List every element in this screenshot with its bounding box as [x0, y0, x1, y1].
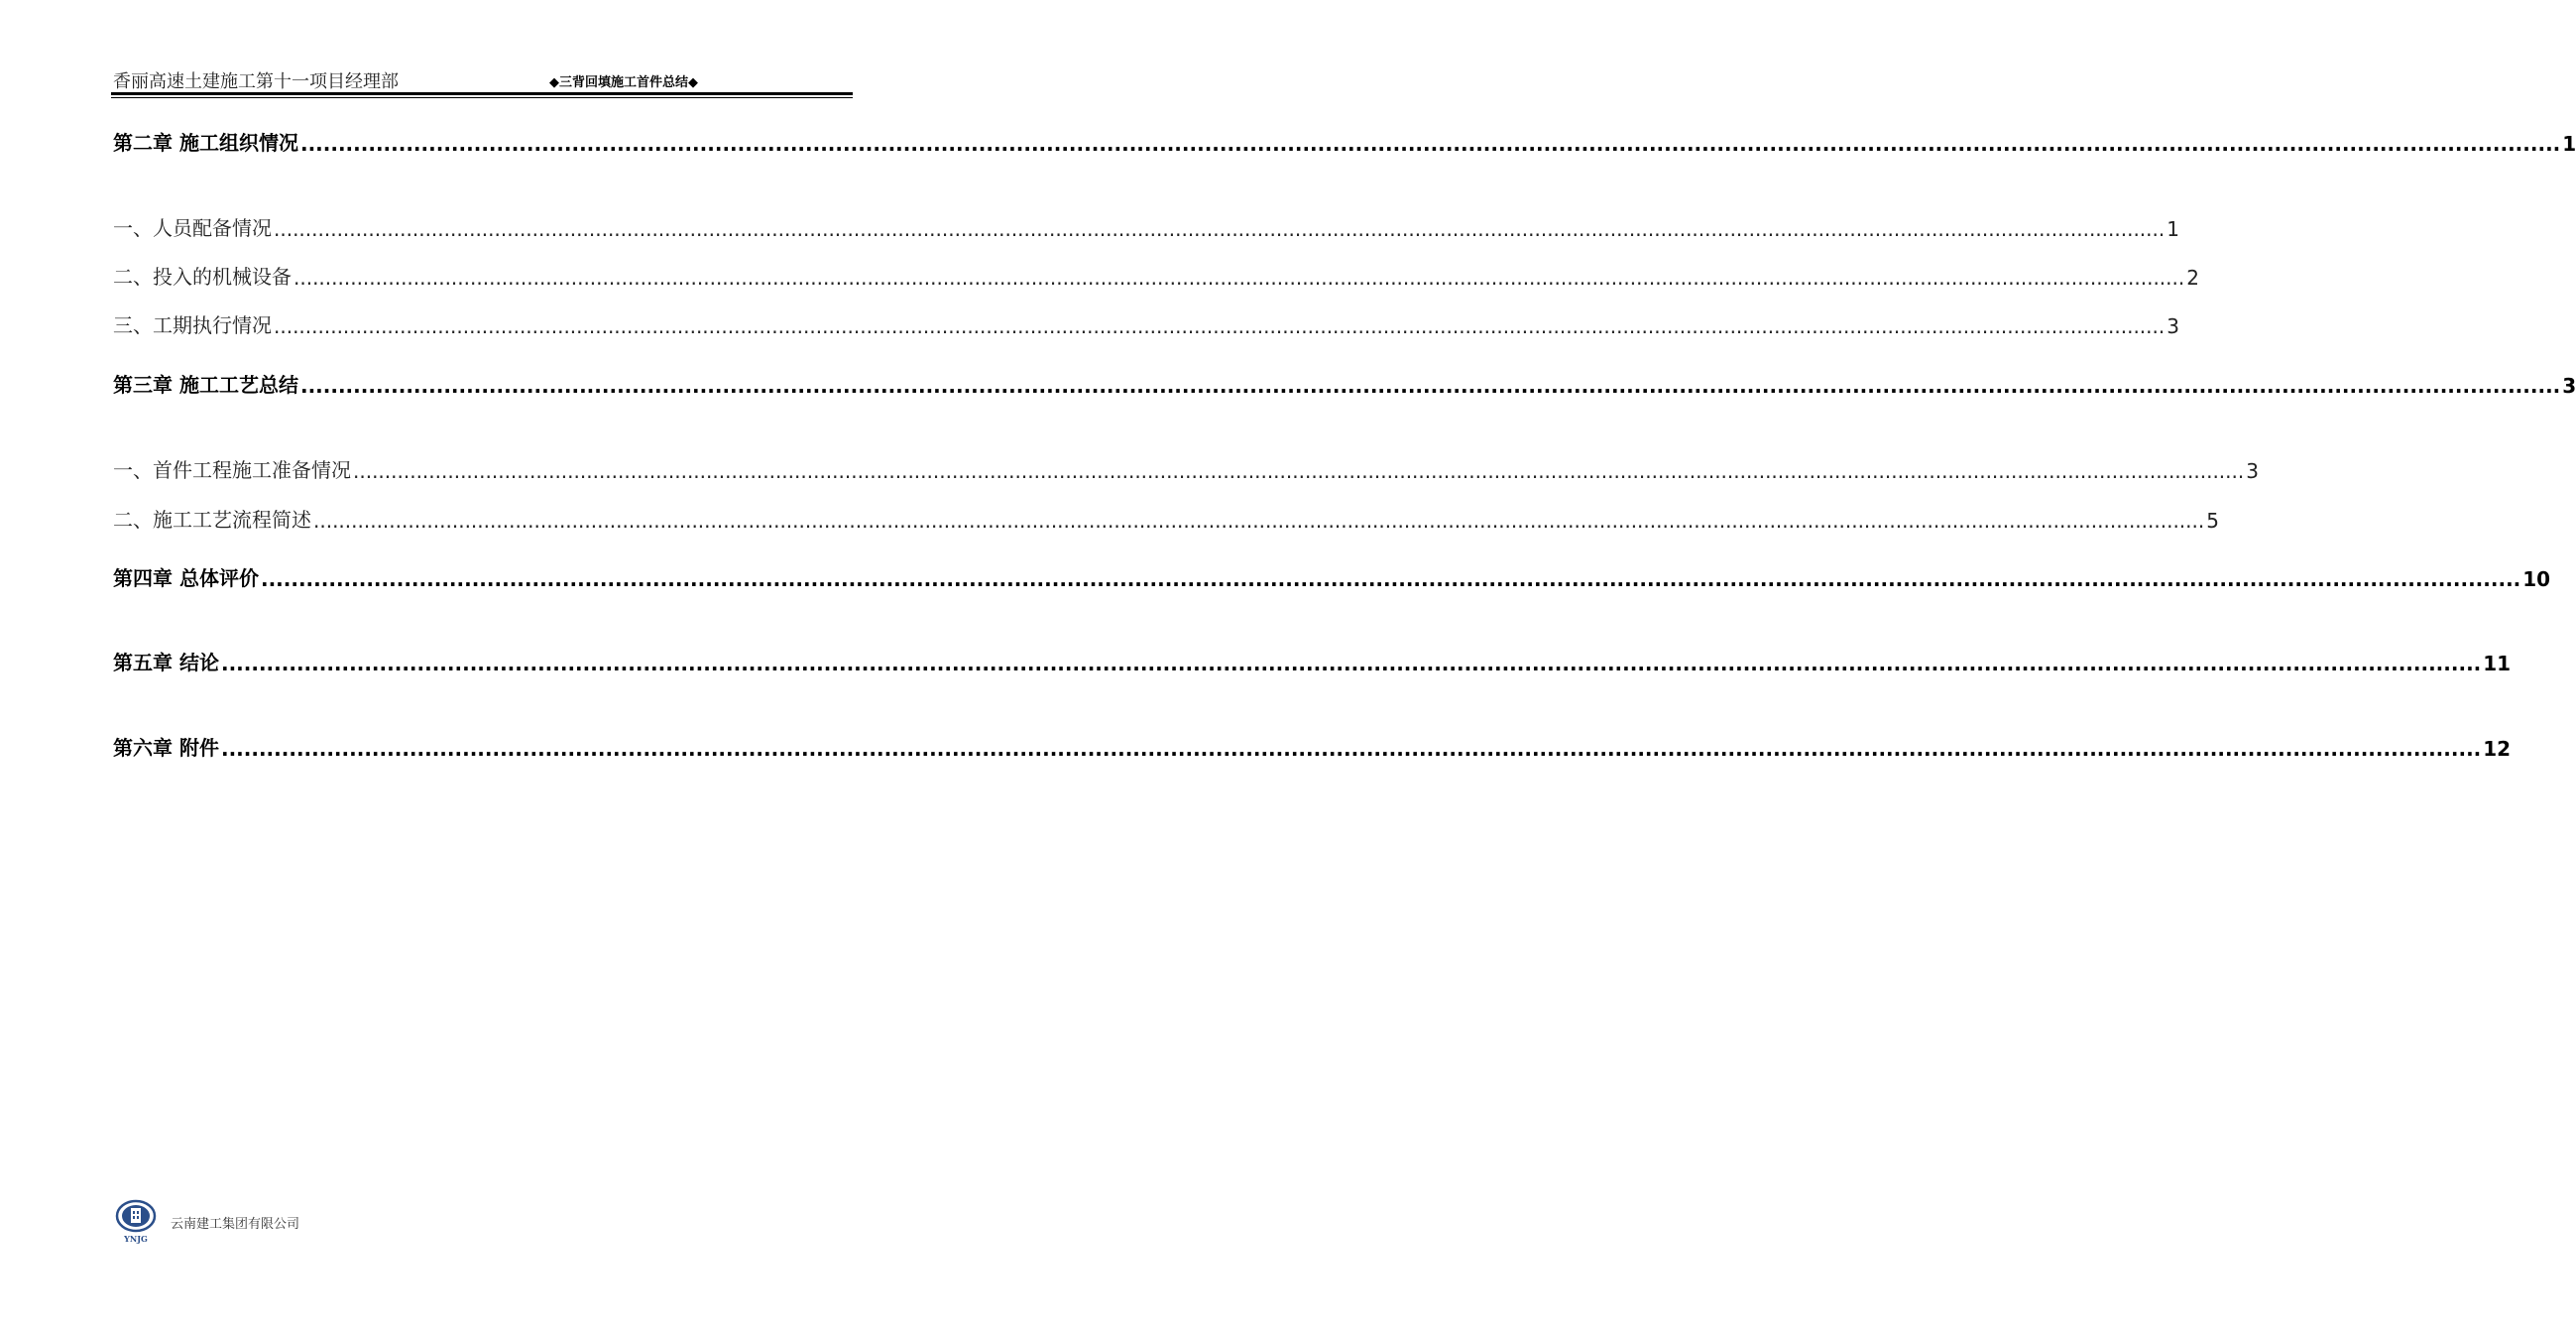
toc-page-number: 3: [2246, 459, 2259, 483]
toc-leader: ............................................................................................................................................................................................................................................................................................................: [299, 132, 2561, 156]
toc-entry[interactable]: [113, 731, 2512, 761]
toc-page-number: 1: [2562, 132, 2576, 156]
toc-entry[interactable]: [113, 211, 2179, 241]
header-rule-thin: [111, 97, 853, 98]
toc-label: 一、首件工程施工准备情况: [113, 458, 351, 482]
toc-leader: ............................................................................................................................................................................................................................................................................................................: [274, 217, 2166, 241]
toc-label: 二、施工工艺流程简述: [113, 508, 311, 532]
toc-entry[interactable]: [113, 561, 2551, 591]
toc-page-number: 1: [2166, 217, 2179, 241]
toc-label: 二、投入的机械设备: [113, 265, 292, 289]
company-logo-icon: [113, 1199, 159, 1245]
toc-label: 第六章 附件: [113, 736, 219, 760]
toc-leader: ............................................................................................................................................................................................................................................................................................................: [220, 652, 2482, 675]
toc-page-number: 2: [2186, 266, 2199, 290]
toc-label: 第三章 施工工艺总结: [113, 373, 298, 397]
toc-entry[interactable]: [113, 260, 2199, 290]
toc-label: 一、人员配备情况: [113, 216, 272, 240]
header-right-title: ◆三背回填施工首件总结◆: [549, 75, 698, 90]
toc-label: 第二章 施工组织情况: [113, 131, 298, 155]
toc-leader: ............................................................................................................................................................................................................................................................................................................: [299, 374, 2561, 398]
toc-entry[interactable]: [113, 646, 2512, 675]
toc-page-number: 3: [2166, 314, 2179, 338]
toc-label: 第四章 总体评价: [113, 566, 259, 590]
toc-page-number: 5: [2206, 509, 2219, 533]
toc-leader: ............................................................................................................................................................................................................................................................................................................: [260, 567, 2521, 591]
toc-entry[interactable]: [113, 308, 2179, 338]
toc-page-number: 10: [2522, 567, 2551, 591]
toc-leader: ............................................................................................................................................................................................................................................................................................................: [220, 737, 2482, 761]
toc-entry[interactable]: [113, 453, 2259, 483]
header-rule-thick: [111, 92, 853, 95]
toc-entry[interactable]: [113, 503, 2219, 533]
toc-label: 第五章 结论: [113, 651, 219, 674]
toc-leader: ............................................................................................................................................................................................................................................................................................................: [353, 459, 2245, 483]
toc-entry[interactable]: [113, 126, 2576, 156]
logo-text: YNJG: [124, 1234, 148, 1244]
toc-entry[interactable]: [113, 368, 2576, 398]
toc-leader: ............................................................................................................................................................................................................................................................................................................: [274, 314, 2166, 338]
toc-page-number: 12: [2483, 737, 2512, 761]
toc-page-number: 3: [2562, 374, 2576, 398]
company-name: 云南建工集团有限公司: [171, 1216, 300, 1232]
header-left-title: 香丽高速土建施工第十一项目经理部: [113, 71, 399, 92]
page-footer: [113, 1200, 299, 1244]
toc-leader: ............................................................................................................................................................................................................................................................................................................: [293, 266, 2185, 290]
toc-leader: ............................................................................................................................................................................................................................................................................................................: [313, 509, 2205, 533]
toc-page-number: 11: [2483, 652, 2512, 675]
toc-label: 三、工期执行情况: [113, 313, 272, 337]
